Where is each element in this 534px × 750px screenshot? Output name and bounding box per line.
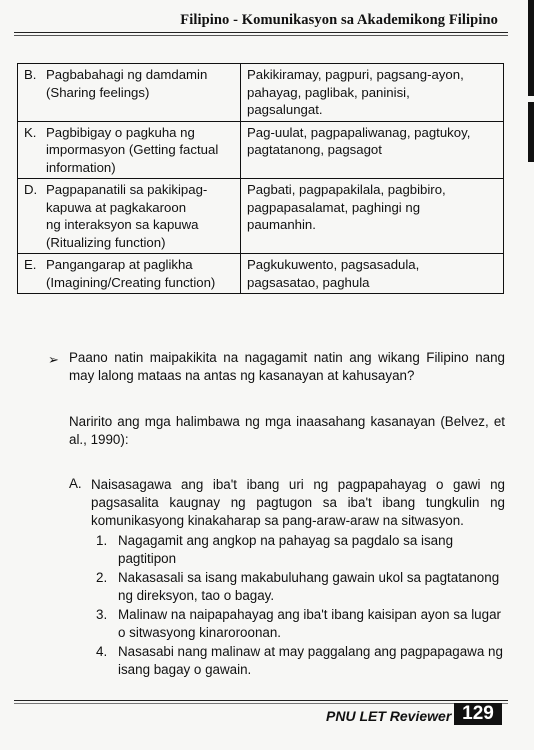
examples-text-line: Pagkukuwento, pagsasadula,: [247, 257, 420, 272]
function-text-line: information): [46, 159, 116, 175]
header-rule: [14, 35, 508, 36]
function-text-line: impormasyon (Getting factual: [46, 142, 219, 157]
list-item-text: Nagagamit ang angkop na pahayag sa pagdalo sa isang pagtitipon: [118, 533, 454, 566]
edge-mark: [528, 102, 534, 162]
running-header: Filipino - Komunikasyon sa Akademikong Filipino: [180, 12, 498, 28]
footer-label: PNU LET Reviewer: [326, 708, 452, 724]
examples-cell: [241, 254, 504, 294]
list-number: 2.: [96, 570, 108, 585]
list-number: 3.: [96, 607, 108, 622]
edge-mark: [528, 0, 534, 96]
list-number: 1.: [96, 533, 108, 548]
list-item-text: Nasasabi nang malinaw at may paggalang ang pagpapagawa ng isang bagay o gawain.: [118, 644, 503, 677]
table-row: [18, 64, 504, 122]
arrow-bullet-icon: ➢: [48, 352, 59, 367]
function-cell: [18, 179, 241, 254]
row-letter: B.: [24, 67, 37, 82]
intro-paragraph: Naririto ang mga halimbawa ng mga inaasahang kasanayan (Belvez, et al., 1990):: [69, 414, 505, 447]
examples-text-line: pahayag, paglibak, paninisi,: [247, 84, 410, 100]
function-text-line: Pagbabahagi ng damdamin: [46, 67, 208, 82]
function-text-line: Pagbibigay o pagkuha ng: [46, 124, 195, 140]
function-cell: [18, 121, 241, 179]
list-item-text: Nakasasali sa isang makabuluhang gawain ukol sa pagtatanong ng direksyon, tao o bagay.: [118, 570, 500, 603]
row-letter: E.: [24, 257, 37, 272]
examples-cell: [241, 64, 504, 122]
section-a-paragraph: Naisasagawa ang iba't ibang uri ng pagpapahayag o gawi ng pagsasalita kaugnay ng pagtugon sa iba't ibang tungkulin ng komunikasyong kinakaharap sa pang-araw-araw na sitwasyon.: [91, 477, 505, 528]
function-text-line: Pagpapanatili sa pakikipag-: [46, 182, 208, 197]
list-item-text: Malinaw na naipapahayag ang iba't ibang kaisipan ayon sa lugar o sitwasyong kinaroroonan.: [118, 607, 501, 640]
list-item: [91, 643, 505, 679]
examples-text-line: Pagbati, pagpapakilala, pagbibiro,: [247, 182, 446, 197]
skills-list: [91, 532, 505, 680]
examples-text-line: pagsasatao, paghula: [247, 274, 370, 290]
examples-cell: [241, 121, 504, 179]
section-letter: A.: [69, 476, 82, 491]
examples-text-line: pagtatanong, pagsagot: [247, 142, 382, 157]
row-letter: D.: [24, 182, 38, 197]
function-cell: [18, 254, 241, 294]
table-row: [18, 254, 504, 294]
list-item: [91, 569, 505, 605]
footer-rule: [14, 700, 508, 701]
row-letter: K.: [24, 124, 37, 140]
function-text-line: (Imagining/Creating function): [46, 274, 216, 290]
language-functions-table: [17, 63, 504, 294]
function-text-line: (Ritualizing function): [46, 234, 166, 250]
examples-text-line: pagpapasalamat, paghingi ng: [247, 199, 421, 215]
question-paragraph: Paano natin maipakikita na nagagamit natin ang wikang Filipino nang may lalong mataas na antas ng kasanayan at kahusayan?: [69, 350, 505, 383]
table-row: [18, 121, 504, 179]
list-number: 4.: [96, 644, 108, 659]
list-item: [91, 532, 505, 568]
function-text-line: ng interaksyon sa kapuwa: [46, 217, 199, 232]
examples-text-line: Pag-uulat, pagpapaliwanag, pagtukoy,: [247, 124, 471, 140]
function-text-line: Pangangarap at paglikha: [46, 257, 193, 272]
examples-text-line: pagsalungat.: [247, 102, 323, 117]
examples-text-line: paumanhin.: [247, 217, 316, 232]
function-cell: [18, 64, 241, 122]
page-number: 129: [454, 703, 502, 725]
header-rule: [14, 32, 508, 33]
table-row: [18, 179, 504, 254]
function-text-line: kapuwa at pagkakaroon: [46, 199, 187, 215]
list-item: [91, 606, 505, 642]
examples-cell: [241, 179, 504, 254]
examples-text-line: Pakikiramay, pagpuri, pagsang-ayon,: [247, 67, 464, 82]
function-text-line: (Sharing feelings): [46, 84, 150, 100]
footer-rule: [14, 703, 508, 704]
